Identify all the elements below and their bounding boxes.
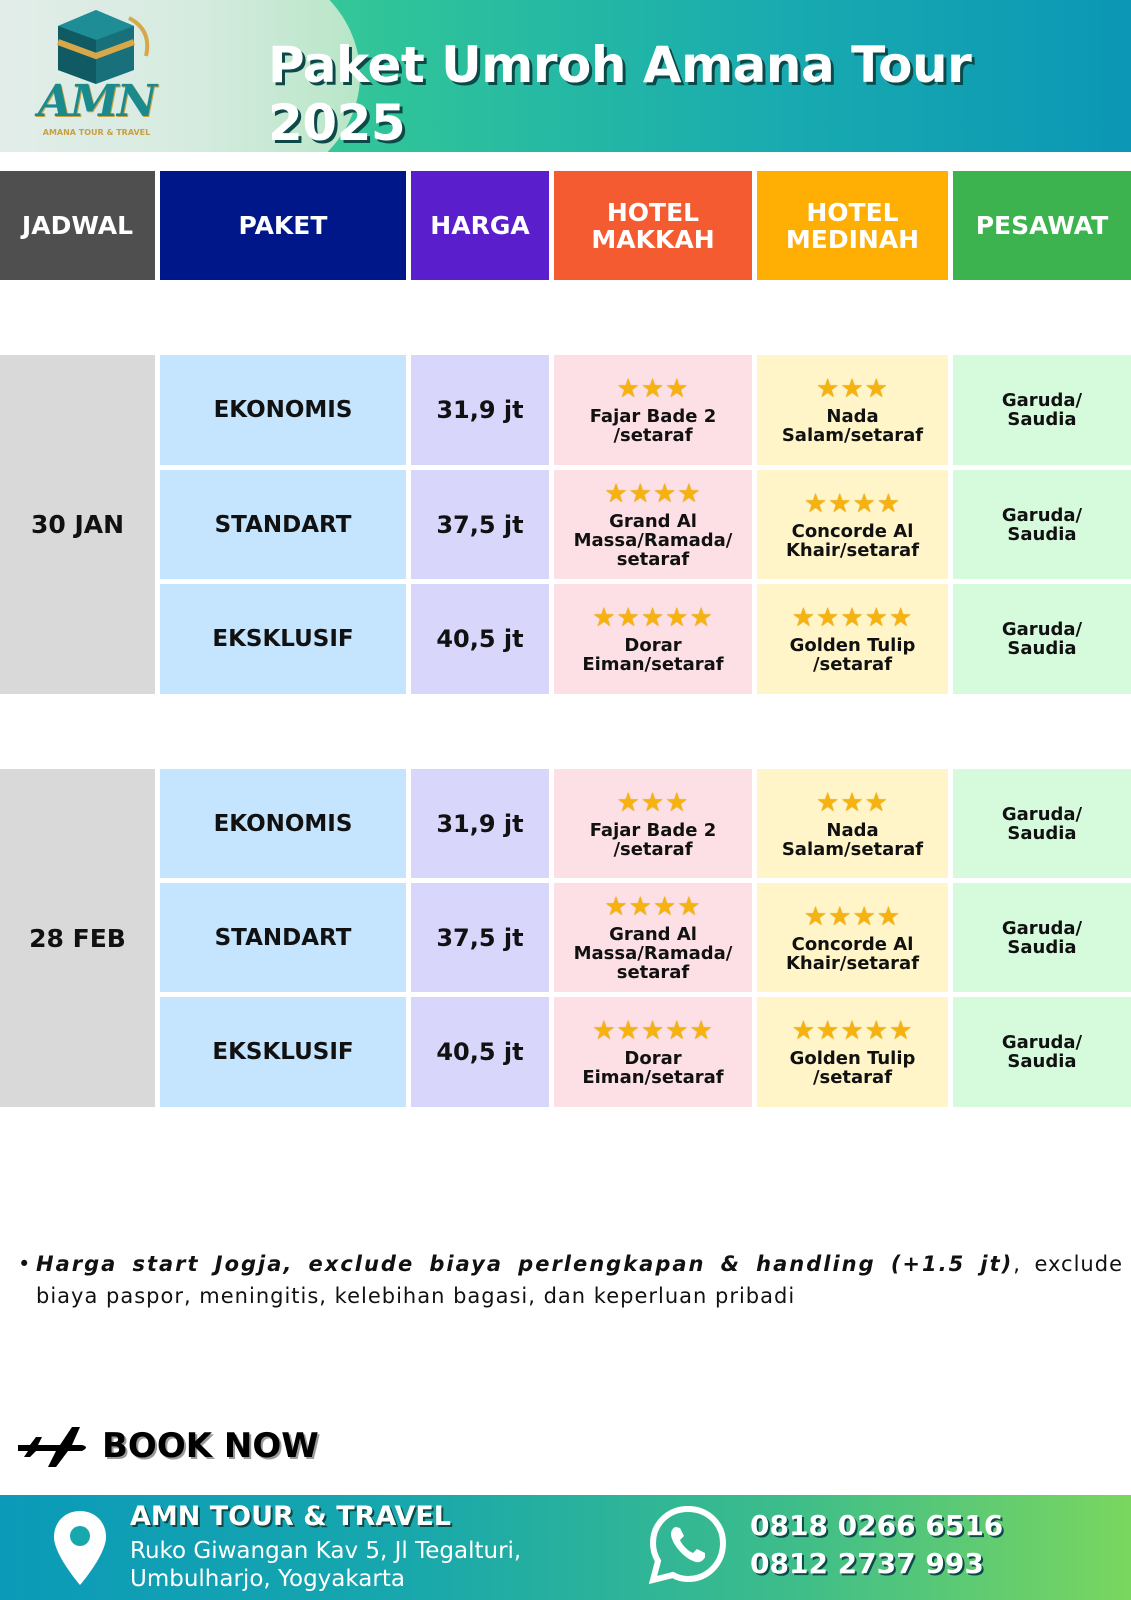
hotel-name: Grand Al Massa/Ramada/ setaraf	[573, 511, 733, 570]
address-line: Umbulharjo, Yogyakarta	[130, 1566, 405, 1592]
location-pin-icon	[52, 1509, 108, 1587]
note-rest: , exclude biaya paspor, meningitis, kelebihan bagasi, dan keperluan pribadi	[36, 1252, 1123, 1308]
pesawat-cell: Garuda/ Saudia	[953, 997, 1131, 1107]
note-bold: Harga start Jogja, exclude biaya perlengkapan & handling (+1.5 jt)	[36, 1252, 1014, 1276]
hotel-name: Dorar Eiman/setaraf	[582, 1048, 724, 1088]
star-rating-icon: ★★★★★	[592, 1016, 714, 1046]
harga-cell: 40,5 jt	[411, 997, 549, 1107]
star-rating-icon: ★★★★	[803, 901, 902, 932]
column-header-paket: PAKET	[160, 171, 406, 280]
footer-contact	[0, 1495, 1131, 1600]
pesawat-cell: Garuda/ Saudia	[953, 584, 1131, 694]
column-header-hotel-makkah: HOTEL MAKKAH	[554, 171, 752, 280]
page-title: Paket Umroh Amana Tour 2025	[268, 36, 972, 152]
logo-text: AMN	[37, 76, 156, 127]
schedule-date: 28 FEB	[0, 769, 155, 1107]
hotel-name: Dorar Eiman/setaraf	[582, 635, 724, 675]
hotel-makkah-cell	[554, 584, 752, 694]
hotel-medinah-cell	[757, 355, 948, 465]
company-name: AMN TOUR & TRAVEL	[130, 1501, 452, 1532]
hotel-medinah-cell	[757, 883, 948, 992]
pesawat-cell: Garuda/ Saudia	[953, 883, 1131, 992]
hotel-name: Nada Salam/setaraf	[781, 819, 924, 860]
hotel-makkah-cell	[554, 355, 752, 465]
hotel-name: Nada Salam/setaraf	[781, 406, 924, 446]
star-rating-icon: ★★★★★	[791, 1016, 914, 1046]
paket-cell: STANDART	[160, 883, 406, 992]
hotel-medinah-cell	[757, 997, 948, 1107]
hotel-makkah-cell	[554, 769, 752, 878]
harga-cell: 31,9 jt	[411, 355, 549, 465]
hotel-name: Concorde Al Khair/setaraf	[785, 933, 920, 974]
hotel-name: Concorde Al Khair/setaraf	[785, 520, 920, 561]
pesawat-cell: Garuda/ Saudia	[953, 769, 1131, 878]
pesawat-cell: Garuda/ Saudia	[953, 355, 1131, 465]
hotel-name: Golden Tulip /setaraf	[789, 635, 916, 675]
star-rating-icon: ★★★★	[604, 892, 702, 922]
paket-cell: EKONOMIS	[160, 769, 406, 878]
paket-cell: STANDART	[160, 470, 406, 579]
column-header-pesawat: PESAWAT	[953, 171, 1131, 280]
schedule-date: 30 JAN	[0, 355, 155, 694]
hotel-medinah-cell	[757, 470, 948, 579]
hotel-makkah-cell	[554, 470, 752, 579]
star-rating-icon: ★★★★	[604, 479, 702, 509]
star-rating-icon: ★★★★★	[791, 603, 914, 633]
star-rating-icon: ★★★	[616, 787, 690, 818]
paket-cell: EKSKLUSIF	[160, 997, 406, 1107]
price-note	[18, 1248, 1123, 1312]
hotel-makkah-cell	[554, 883, 752, 992]
company-address	[130, 1537, 600, 1593]
address-line: Ruko Giwangan Kav 5, Jl Tegalturi,	[130, 1538, 522, 1564]
harga-cell: 40,5 jt	[411, 584, 549, 694]
airplane-icon	[16, 1423, 90, 1469]
hotel-medinah-cell	[757, 769, 948, 878]
star-rating-icon: ★★★	[616, 374, 690, 404]
column-header-hotel-medinah: HOTEL MEDINAH	[757, 171, 948, 280]
logo-subtitle: AMANA TOUR & TRAVEL	[42, 128, 151, 137]
hotel-name: Fajar Bade 2 /setaraf	[589, 819, 717, 860]
bullet-icon: •	[18, 1252, 32, 1276]
whatsapp-icon	[648, 1505, 728, 1585]
company-logo	[34, 8, 159, 140]
star-rating-icon: ★★★	[816, 374, 889, 404]
star-rating-icon: ★★★★★	[592, 603, 714, 633]
paket-cell: EKSKLUSIF	[160, 584, 406, 694]
header-banner	[0, 0, 1131, 152]
harga-cell: 31,9 jt	[411, 769, 549, 878]
column-header-harga: HARGA	[411, 171, 549, 280]
hotel-name: Golden Tulip /setaraf	[789, 1048, 916, 1088]
paket-cell: EKONOMIS	[160, 355, 406, 465]
hotel-makkah-cell	[554, 997, 752, 1107]
star-rating-icon: ★★★	[816, 787, 889, 818]
column-header-jadwal: JADWAL	[0, 171, 155, 280]
harga-cell: 37,5 jt	[411, 470, 549, 579]
harga-cell: 37,5 jt	[411, 883, 549, 992]
hotel-name: Grand Al Massa/Ramada/ setaraf	[573, 924, 733, 983]
phone-number[interactable]: 0812 2737 993	[750, 1547, 984, 1580]
star-rating-icon: ★★★★	[803, 488, 902, 519]
hotel-medinah-cell	[757, 584, 948, 694]
pesawat-cell: Garuda/ Saudia	[953, 470, 1131, 579]
phone-number[interactable]: 0818 0266 6516	[750, 1509, 1004, 1542]
hotel-name: Fajar Bade 2 /setaraf	[589, 406, 717, 446]
book-now-button[interactable]	[16, 1420, 319, 1472]
book-now-label: BOOK NOW	[102, 1426, 319, 1466]
